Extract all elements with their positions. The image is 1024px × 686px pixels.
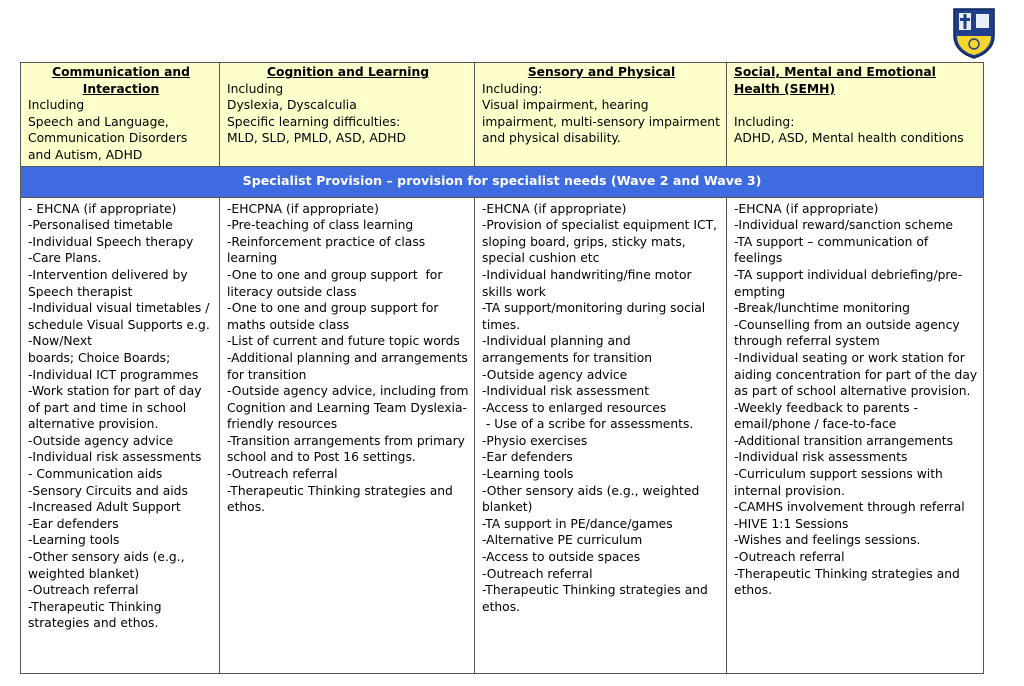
intro-line: Dyslexia, Dyscalculia <box>227 98 357 113</box>
intro-line: Specific learning difficulties: <box>227 114 401 129</box>
provision-item: -TA support/monitoring during social times. <box>482 301 710 332</box>
provision-item: - EHCNA (if appropriate) <box>28 201 177 216</box>
provision-item: -Alternative PE curriculum <box>482 533 643 548</box>
column-title: Cognition and Learning <box>266 65 430 79</box>
provision-item: -Therapeutic Thinking strategies and ethos. <box>734 566 964 598</box>
provision-item: -TA support – communication of feelings <box>734 234 933 266</box>
provision-item: -List of current and future topic words <box>227 334 460 349</box>
provision-item: -Individual seating or work station for aiding concentration for part of the day as part of school alternative provision. <box>734 350 982 399</box>
provision-item: -Additional transition arrangements <box>734 433 953 448</box>
provision-item: -TA support individual debriefing/pre-empting <box>734 267 963 299</box>
column-title: Sensory and Physical <box>527 65 676 79</box>
items-sensory <box>475 197 727 673</box>
provision-row <box>21 197 984 673</box>
provision-item: -Access to enlarged resources <box>482 400 667 415</box>
intro-line: Including: <box>482 81 543 96</box>
provision-item: -Individual Speech therapy <box>28 234 194 249</box>
provision-item: -Therapeutic Thinking strategies and ethos. <box>482 583 712 614</box>
provision-item: -Outside agency advice <box>482 367 628 382</box>
provision-item: -Curriculum support sessions with internal provision. <box>734 467 947 498</box>
provision-item: -Outreach referral <box>227 467 338 482</box>
specialist-provision-banner: Specialist Provision – provision for specialist needs (Wave 2 and Wave 3) <box>21 166 984 197</box>
intro-line: Including: <box>734 114 795 129</box>
provision-item: -Outreach referral <box>734 550 845 565</box>
provision-item: -Increased Adult Support <box>28 500 181 515</box>
provision-item: -Outside agency advice, including from Cognition and Learning Team Dyslexia-friendly resources <box>227 384 473 432</box>
provision-item: -EHCNA (if appropriate) <box>734 201 879 216</box>
header-row <box>21 63 984 167</box>
provision-item: -Individual handwriting/fine motor skills work <box>482 267 696 299</box>
provision-table <box>20 62 984 674</box>
provision-item: -Therapeutic Thinking strategies and ethos. <box>28 599 166 631</box>
provision-item: -Access to outside spaces <box>482 550 641 565</box>
provision-item: -Weekly feedback to parents - email/phone / face-to-face <box>734 400 922 432</box>
provision-item: -Additional planning and arrangements for transition <box>227 350 472 382</box>
items-cognition <box>220 197 475 673</box>
provision-item: -Now/Next <box>28 334 93 349</box>
header-cognition <box>220 63 475 167</box>
provision-item: -Learning tools <box>482 467 574 482</box>
intro-line: Including <box>28 98 85 113</box>
intro-line <box>734 97 978 114</box>
provision-item: -Therapeutic Thinking strategies and ethos. <box>227 483 457 515</box>
column-title: Communication and Interaction <box>52 65 190 96</box>
provision-item: boards; Choice Boards; <box>28 350 171 365</box>
provision-item: -Individual risk assessment <box>482 384 650 399</box>
provision-item: -CAMHS involvement through referral <box>734 500 965 515</box>
intro-line: Speech and Language, Communication Disorders and Autism, ADHD <box>28 114 192 162</box>
intro-line: MLD, SLD, PMLD, ASD, ADHD <box>227 131 406 146</box>
provision-item: -One to one and group support for literacy outside class <box>227 267 447 299</box>
provision-item: -Individual reward/sanction scheme <box>734 218 953 233</box>
intro-line: ADHD, ASD, Mental health conditions <box>734 131 964 146</box>
items-communication <box>21 197 220 673</box>
provision-item: -Pre-teaching of class learning <box>227 218 414 233</box>
header-semh <box>727 63 984 167</box>
provision-item: - Use of a scribe for assessments. <box>482 417 694 432</box>
provision-item: -Learning tools <box>28 533 120 548</box>
provision-item: -One to one and group support for maths outside class <box>227 301 443 332</box>
provision-item: -Ear defenders <box>482 450 573 465</box>
provision-item: -Provision of specialist equipment ICT, sloping board, grips, sticky mats, special cushion etc <box>482 218 721 266</box>
school-crest-logo <box>951 6 997 60</box>
provision-item: -Individual risk assessments <box>28 450 202 465</box>
provision-item: -Ear defenders <box>28 516 119 531</box>
provision-item: -Intervention delivered by Speech therapist <box>28 267 192 299</box>
provision-item: -Wishes and feelings sessions. <box>734 533 921 548</box>
header-sensory <box>475 63 727 167</box>
provision-item: - Communication aids <box>28 467 163 482</box>
provision-item: -Outreach referral <box>482 566 593 581</box>
provision-item: -EHCPNA (if appropriate) <box>227 201 379 216</box>
intro-line: Visual impairment, hearing impairment, multi-sensory impairment and physical disability. <box>482 98 724 146</box>
provision-item: -Outside agency advice <box>28 433 174 448</box>
provision-item: -TA support in PE/dance/games <box>482 516 673 531</box>
provision-item: -Break/lunchtime monitoring <box>734 301 910 316</box>
provision-item: -Transition arrangements from primary school and to Post 16 settings. <box>227 433 469 465</box>
provision-item: -Individual ICT programmes <box>28 367 199 382</box>
items-semh <box>727 197 984 673</box>
provision-item: -Reinforcement practice of class learning <box>227 234 430 266</box>
provision-item: -Physio exercises <box>482 433 588 448</box>
provision-item: -Individual risk assessments <box>734 450 908 465</box>
provision-item: -Sensory Circuits and aids <box>28 483 188 498</box>
provision-item: -Other sensory aids (e.g., weighted blanket) <box>28 550 189 581</box>
column-title: Social, Mental and Emotional Health (SEMH) <box>734 65 936 96</box>
intro-line: Including <box>227 81 284 96</box>
provision-item: -Counselling from an outside agency through referral system <box>734 317 964 349</box>
provision-item: -HIVE 1:1 Sessions <box>734 516 849 531</box>
provision-item: -Other sensory aids (e.g., weighted blanket) <box>482 483 704 515</box>
provision-item: -Personalised timetable <box>28 218 173 233</box>
provision-item: -Work station for part of day of part and time in school alternative provision. <box>28 384 206 432</box>
header-communication <box>21 63 220 167</box>
provision-item: -Individual visual timetables / schedule Visual Supports e.g. <box>28 301 214 332</box>
provision-item: -Care Plans. <box>28 251 102 266</box>
provision-item: -Individual planning and arrangements for transition <box>482 334 653 365</box>
provision-item: -Outreach referral <box>28 583 139 598</box>
provision-item: -EHCNA (if appropriate) <box>482 201 627 216</box>
band-row <box>21 166 984 197</box>
